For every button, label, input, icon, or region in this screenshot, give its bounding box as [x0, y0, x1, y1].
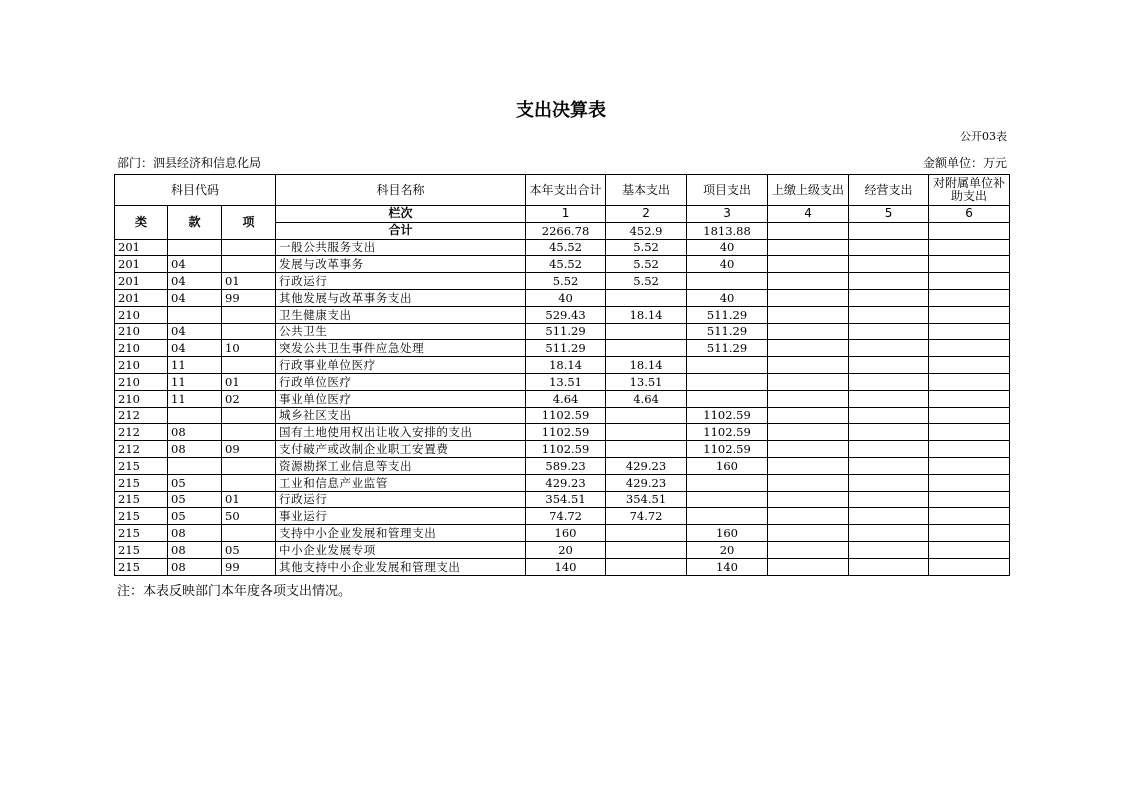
- subject-name-cell: 发展与改革事务: [276, 256, 526, 273]
- project-cell: 1102.59: [687, 407, 768, 424]
- total-cell: 1102.59: [526, 441, 606, 458]
- basic-cell: [606, 424, 687, 441]
- project-cell: [687, 373, 768, 390]
- kuan-cell: 05: [168, 508, 222, 525]
- subject-name-cell: 突发公共卫生事件应急处理: [276, 340, 526, 357]
- empty-cell: [768, 491, 849, 508]
- lei-cell: 212: [115, 441, 168, 458]
- xiang-cell: 02: [222, 390, 276, 407]
- xiang-cell: [222, 357, 276, 374]
- subject-name-cell: 工业和信息产业监管: [276, 474, 526, 491]
- empty-cell: [849, 558, 929, 575]
- project-cell: [687, 390, 768, 407]
- xiang-cell: 05: [222, 541, 276, 558]
- lei-cell: 212: [115, 407, 168, 424]
- table-row: [115, 407, 1010, 424]
- table-row: [115, 373, 1010, 390]
- empty-cell: [768, 289, 849, 306]
- xiang-cell: [222, 323, 276, 340]
- empty-cell: [768, 424, 849, 441]
- project-cell: [687, 491, 768, 508]
- total-cell: 511.29: [526, 340, 606, 357]
- xiang-cell: [222, 525, 276, 542]
- xiang-cell: [222, 407, 276, 424]
- empty-cell: [929, 441, 1010, 458]
- xiang-cell: 01: [222, 373, 276, 390]
- project-cell: 160: [687, 525, 768, 542]
- total-empty-cell: [768, 222, 849, 239]
- basic-cell: 354.51: [606, 491, 687, 508]
- table-row: [115, 289, 1010, 306]
- col-num-1: 1: [526, 206, 606, 223]
- empty-cell: [849, 525, 929, 542]
- subject-name-cell: 中小企业发展专项: [276, 541, 526, 558]
- empty-cell: [768, 441, 849, 458]
- project-cell: [687, 474, 768, 491]
- empty-cell: [768, 508, 849, 525]
- subject-name-cell: 公共卫生: [276, 323, 526, 340]
- table-note: 注：本表反映部门本年度各项支出情况。: [117, 584, 352, 599]
- xiang-cell: 01: [222, 273, 276, 290]
- empty-cell: [768, 541, 849, 558]
- empty-cell: [929, 373, 1010, 390]
- lei-cell: 201: [115, 239, 168, 256]
- kuan-cell: [168, 457, 222, 474]
- basic-cell: 5.52: [606, 239, 687, 256]
- basic-cell: [606, 289, 687, 306]
- subject-name-cell: 支付破产或改制企业职工安置费: [276, 441, 526, 458]
- project-cell: 1102.59: [687, 424, 768, 441]
- basic-cell: 4.64: [606, 390, 687, 407]
- total-project: 1813.88: [687, 222, 768, 239]
- empty-cell: [849, 508, 929, 525]
- header-subject-name: 科目名称: [276, 175, 526, 206]
- lei-cell: 215: [115, 525, 168, 542]
- basic-cell: 74.72: [606, 508, 687, 525]
- empty-cell: [929, 525, 1010, 542]
- empty-cell: [768, 273, 849, 290]
- empty-cell: [768, 306, 849, 323]
- kuan-cell: 04: [168, 273, 222, 290]
- empty-cell: [929, 340, 1010, 357]
- table-row: [115, 357, 1010, 374]
- kuan-cell: [168, 407, 222, 424]
- kuan-cell: 04: [168, 340, 222, 357]
- lei-cell: 212: [115, 424, 168, 441]
- project-cell: 511.29: [687, 323, 768, 340]
- subject-name-cell: 卫生健康支出: [276, 306, 526, 323]
- empty-cell: [929, 289, 1010, 306]
- header-project: 项目支出: [687, 175, 768, 206]
- project-cell: 1102.59: [687, 441, 768, 458]
- xiang-cell: [222, 424, 276, 441]
- col-num-5: 5: [849, 206, 929, 223]
- table-row: [115, 424, 1010, 441]
- total-cell: 4.64: [526, 390, 606, 407]
- total-cell: 1102.59: [526, 424, 606, 441]
- lei-cell: 215: [115, 474, 168, 491]
- empty-cell: [849, 424, 929, 441]
- empty-cell: [849, 357, 929, 374]
- project-cell: [687, 273, 768, 290]
- kuan-cell: [168, 239, 222, 256]
- basic-cell: [606, 558, 687, 575]
- empty-cell: [849, 239, 929, 256]
- col-num-6: 6: [929, 206, 1010, 223]
- table-row: [115, 323, 1010, 340]
- empty-cell: [929, 457, 1010, 474]
- subject-name-cell: 其他发展与改革事务支出: [276, 289, 526, 306]
- kuan-cell: 04: [168, 323, 222, 340]
- empty-cell: [768, 323, 849, 340]
- empty-cell: [929, 407, 1010, 424]
- kuan-cell: 11: [168, 357, 222, 374]
- kuan-cell: 11: [168, 373, 222, 390]
- basic-cell: [606, 340, 687, 357]
- lei-cell: 215: [115, 457, 168, 474]
- kuan-cell: 05: [168, 474, 222, 491]
- amount-unit-label: 金额单位：万元: [922, 156, 1007, 170]
- xiang-cell: [222, 256, 276, 273]
- xiang-cell: 10: [222, 340, 276, 357]
- xiang-cell: [222, 457, 276, 474]
- empty-cell: [929, 558, 1010, 575]
- subject-name-cell: 行政运行: [276, 273, 526, 290]
- empty-cell: [929, 323, 1010, 340]
- form-code: 公开03表: [960, 130, 1007, 143]
- empty-cell: [929, 474, 1010, 491]
- total-cell: 13.51: [526, 373, 606, 390]
- empty-cell: [929, 357, 1010, 374]
- empty-cell: [768, 256, 849, 273]
- total-cell: 429.23: [526, 474, 606, 491]
- department-label: 部门：泗县经济和信息化局: [117, 156, 262, 170]
- empty-cell: [849, 323, 929, 340]
- header-operation: 经营支出: [849, 175, 929, 206]
- table-row: [115, 525, 1010, 542]
- table-row: [115, 340, 1010, 357]
- empty-cell: [849, 474, 929, 491]
- total-cell: 20: [526, 541, 606, 558]
- total-cell: 74.72: [526, 508, 606, 525]
- table-row: [115, 239, 1010, 256]
- empty-cell: [768, 239, 849, 256]
- project-cell: 40: [687, 289, 768, 306]
- kuan-cell: 08: [168, 424, 222, 441]
- empty-cell: [929, 491, 1010, 508]
- basic-cell: 13.51: [606, 373, 687, 390]
- total-cell: 40: [526, 289, 606, 306]
- basic-cell: [606, 407, 687, 424]
- total-cell: 511.29: [526, 323, 606, 340]
- table-row: [115, 491, 1010, 508]
- total-cell: 354.51: [526, 491, 606, 508]
- header-subject-code: 科目代码: [115, 175, 276, 206]
- empty-cell: [768, 525, 849, 542]
- table-row: [115, 256, 1010, 273]
- table-row: [115, 541, 1010, 558]
- basic-cell: 5.52: [606, 256, 687, 273]
- basic-cell: [606, 441, 687, 458]
- project-cell: 511.29: [687, 340, 768, 357]
- empty-cell: [929, 256, 1010, 273]
- kuan-cell: 04: [168, 256, 222, 273]
- basic-cell: 18.14: [606, 306, 687, 323]
- table-row: [115, 273, 1010, 290]
- empty-cell: [768, 340, 849, 357]
- xiang-cell: 50: [222, 508, 276, 525]
- total-cell: 529.43: [526, 306, 606, 323]
- empty-cell: [929, 390, 1010, 407]
- total-cell: 140: [526, 558, 606, 575]
- table-row: [115, 390, 1010, 407]
- project-cell: [687, 508, 768, 525]
- empty-cell: [849, 390, 929, 407]
- header-upper: 上缴上级支出: [768, 175, 849, 206]
- table-row: [115, 474, 1010, 491]
- lei-cell: 215: [115, 541, 168, 558]
- total-cell: 18.14: [526, 357, 606, 374]
- lei-cell: 215: [115, 558, 168, 575]
- total-cell: 589.23: [526, 457, 606, 474]
- project-cell: [687, 357, 768, 374]
- lei-cell: 201: [115, 273, 168, 290]
- subject-name-cell: 支持中小企业发展和管理支出: [276, 525, 526, 542]
- header-subsidy: 对附属单位补助支出: [929, 175, 1010, 206]
- empty-cell: [849, 407, 929, 424]
- project-cell: 511.29: [687, 306, 768, 323]
- lei-cell: 210: [115, 323, 168, 340]
- lei-cell: 201: [115, 256, 168, 273]
- empty-cell: [768, 558, 849, 575]
- kuan-cell: 11: [168, 390, 222, 407]
- empty-cell: [849, 273, 929, 290]
- subject-name-cell: 其他支持中小企业发展和管理支出: [276, 558, 526, 575]
- lei-cell: 210: [115, 357, 168, 374]
- table-row: [115, 508, 1010, 525]
- basic-cell: 18.14: [606, 357, 687, 374]
- header-kuan: 款: [168, 206, 222, 240]
- empty-cell: [768, 373, 849, 390]
- empty-cell: [849, 340, 929, 357]
- kuan-cell: 08: [168, 541, 222, 558]
- empty-cell: [849, 441, 929, 458]
- xiang-cell: [222, 239, 276, 256]
- kuan-cell: 08: [168, 441, 222, 458]
- xiang-cell: 01: [222, 491, 276, 508]
- header-basic: 基本支出: [606, 175, 687, 206]
- basic-cell: [606, 323, 687, 340]
- total-empty-cell: [929, 222, 1010, 239]
- basic-cell: [606, 541, 687, 558]
- total-cell: 45.52: [526, 239, 606, 256]
- total-cell: 45.52: [526, 256, 606, 273]
- empty-cell: [849, 289, 929, 306]
- header-lei: 类: [115, 206, 168, 240]
- table-row: [115, 558, 1010, 575]
- empty-cell: [849, 373, 929, 390]
- basic-cell: 429.23: [606, 474, 687, 491]
- total-cell: 160: [526, 525, 606, 542]
- empty-cell: [768, 457, 849, 474]
- empty-cell: [849, 457, 929, 474]
- kuan-cell: [168, 306, 222, 323]
- subject-name-cell: 国有土地使用权出让收入安排的支出: [276, 424, 526, 441]
- empty-cell: [768, 407, 849, 424]
- kuan-cell: 05: [168, 491, 222, 508]
- column-index-label: 栏次: [276, 206, 526, 223]
- xiang-cell: 99: [222, 289, 276, 306]
- kuan-cell: 04: [168, 289, 222, 306]
- header-total: 本年支出合计: [526, 175, 606, 206]
- total-cell: 5.52: [526, 273, 606, 290]
- basic-cell: 429.23: [606, 457, 687, 474]
- lei-cell: 215: [115, 491, 168, 508]
- subject-name-cell: 一般公共服务支出: [276, 239, 526, 256]
- xiang-cell: 99: [222, 558, 276, 575]
- subject-name-cell: 行政事业单位医疗: [276, 357, 526, 374]
- empty-cell: [768, 474, 849, 491]
- col-num-3: 3: [687, 206, 768, 223]
- table-row: [115, 441, 1010, 458]
- subject-name-cell: 行政运行: [276, 491, 526, 508]
- lei-cell: 210: [115, 390, 168, 407]
- xiang-cell: 09: [222, 441, 276, 458]
- lei-cell: 215: [115, 508, 168, 525]
- project-cell: 40: [687, 256, 768, 273]
- table-row: [115, 457, 1010, 474]
- empty-cell: [849, 491, 929, 508]
- project-cell: 20: [687, 541, 768, 558]
- subject-name-cell: 事业单位医疗: [276, 390, 526, 407]
- lei-cell: 210: [115, 306, 168, 323]
- col-num-4: 4: [768, 206, 849, 223]
- kuan-cell: 08: [168, 558, 222, 575]
- lei-cell: 210: [115, 340, 168, 357]
- page-title: 支出决算表: [516, 100, 606, 121]
- subject-name-cell: 事业运行: [276, 508, 526, 525]
- xiang-cell: [222, 474, 276, 491]
- subject-name-cell: 城乡社区支出: [276, 407, 526, 424]
- lei-cell: 210: [115, 373, 168, 390]
- empty-cell: [849, 541, 929, 558]
- header-xiang: 项: [222, 206, 276, 240]
- project-cell: 160: [687, 457, 768, 474]
- empty-cell: [929, 239, 1010, 256]
- empty-cell: [929, 508, 1010, 525]
- basic-cell: 5.52: [606, 273, 687, 290]
- expenditure-table: [114, 174, 1010, 576]
- col-num-2: 2: [606, 206, 687, 223]
- project-cell: 140: [687, 558, 768, 575]
- empty-cell: [849, 306, 929, 323]
- empty-cell: [929, 541, 1010, 558]
- total-cell: 1102.59: [526, 407, 606, 424]
- empty-cell: [849, 256, 929, 273]
- project-cell: 40: [687, 239, 768, 256]
- subject-name-cell: 行政单位医疗: [276, 373, 526, 390]
- empty-cell: [768, 390, 849, 407]
- table-row: [115, 306, 1010, 323]
- subject-name-cell: 资源勘探工业信息等支出: [276, 457, 526, 474]
- empty-cell: [929, 306, 1010, 323]
- total-label: 合计: [276, 222, 526, 239]
- kuan-cell: 08: [168, 525, 222, 542]
- empty-cell: [929, 424, 1010, 441]
- lei-cell: 201: [115, 289, 168, 306]
- total-value: 2266.78: [526, 222, 606, 239]
- empty-cell: [768, 357, 849, 374]
- basic-cell: [606, 525, 687, 542]
- total-basic: 452.9: [606, 222, 687, 239]
- total-empty-cell: [849, 222, 929, 239]
- empty-cell: [929, 273, 1010, 290]
- xiang-cell: [222, 306, 276, 323]
